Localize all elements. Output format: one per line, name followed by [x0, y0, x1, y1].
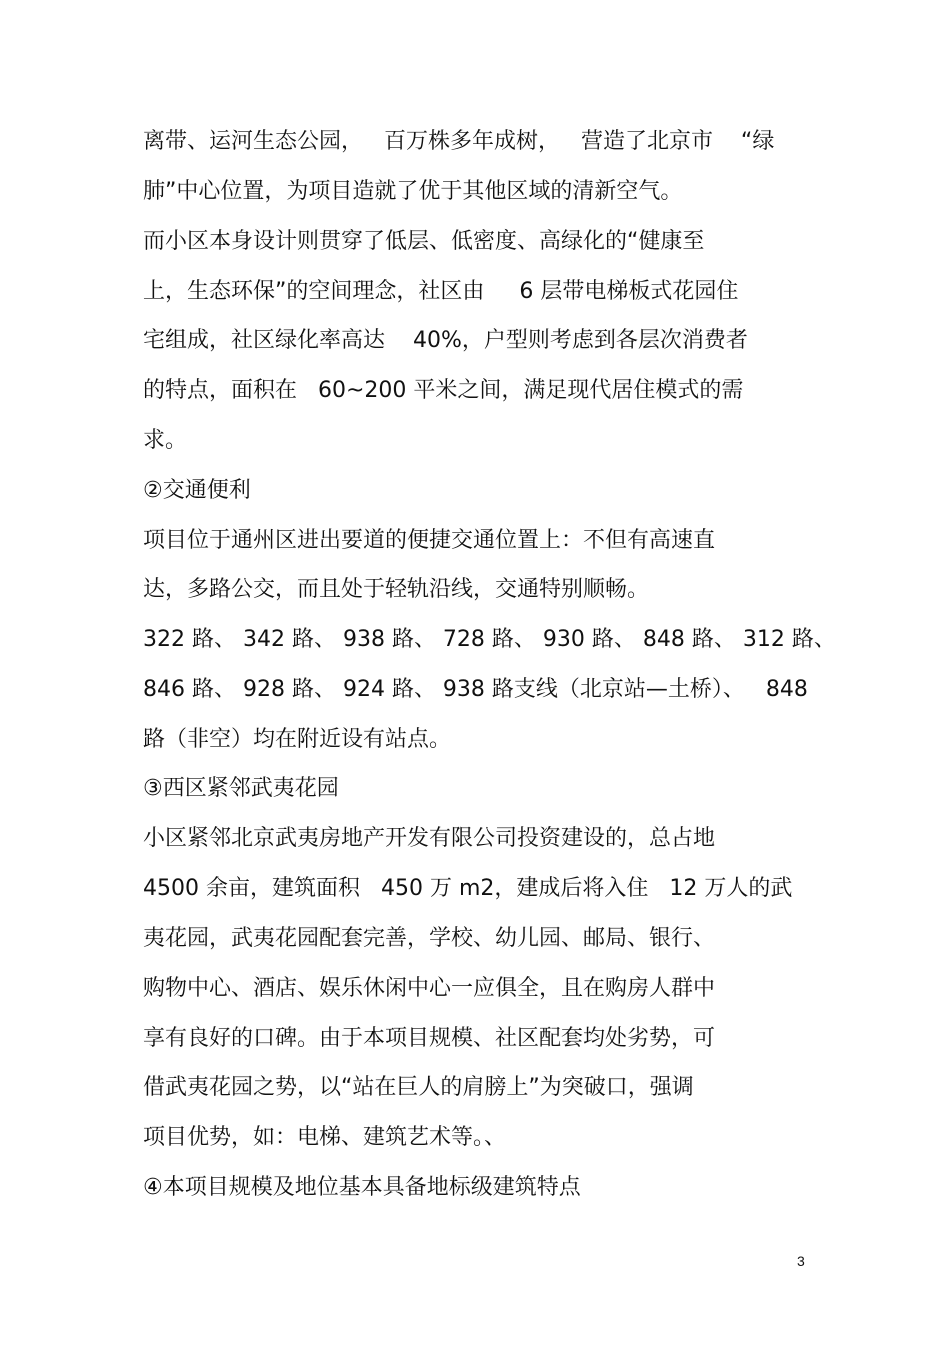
text-line: 购物中心、酒店、娱乐休闲中心一应俱全，且在购房人群中	[143, 976, 716, 1001]
section-heading: ④本项目规模及地位基本具备地标级建筑特点	[143, 1175, 581, 1200]
text-line: 肺”中心位置，为项目造就了优于其他区域的清新空气。	[143, 179, 683, 204]
text-line: 322 路、 342 路、 938 路、 728 路、 930 路、 848 路、 312 路、	[143, 627, 836, 652]
text-line: 夷花园，武夷花园配套完善，学校、幼儿园、邮局、银行、	[143, 926, 716, 951]
text-line: 846 路、 928 路、 924 路、 938 路支线（北京站—土桥）、 848	[143, 677, 808, 702]
text-line: 路（非空）均在附近设有站点。	[143, 727, 452, 752]
page-number: 3	[797, 1253, 805, 1269]
text-line: 借武夷花园之势，以“站在巨人的肩膀上”为突破口，强调	[143, 1075, 694, 1100]
text-line: 小区紧邻北京武夷房地产开发有限公司投资建设的，总占地	[143, 826, 716, 851]
text-line: 项目位于通州区进出要道的便捷交通位置上：不但有高速直	[143, 528, 716, 553]
text-line: 而小区本身设计则贯穿了低层、低密度、高绿化的“健康至	[143, 229, 705, 254]
text-line: 上，生态环保”的空间理念，社区由 6 层带电梯板式花园住	[143, 279, 739, 304]
text-line: 宅组成，社区绿化率高达 40%，户型则考虑到各层次消费者	[143, 328, 748, 353]
text-line: 达，多路公交，而且处于轻轨沿线，交通特别顺畅。	[143, 577, 650, 602]
text-line: 项目优势，如：电梯、建筑艺术等。、	[143, 1125, 507, 1150]
text-line: 求。	[143, 428, 188, 453]
text-line: 离带、运河生态公园， 百万株多年成树， 营造了北京市 “绿	[143, 129, 775, 154]
text-line: 享有良好的口碑。由于本项目规模、社区配套均处劣势，可	[143, 1026, 716, 1051]
text-line: 4500 余亩，建筑面积 450 万 m2，建成后将入住 12 万人的武	[143, 876, 793, 901]
text-line: 的特点，面积在 60~200 平米之间，满足现代居住模式的需	[143, 378, 744, 403]
section-heading: ③西区紧邻武夷花园	[143, 776, 339, 801]
section-heading: ②交通便利	[143, 478, 251, 503]
